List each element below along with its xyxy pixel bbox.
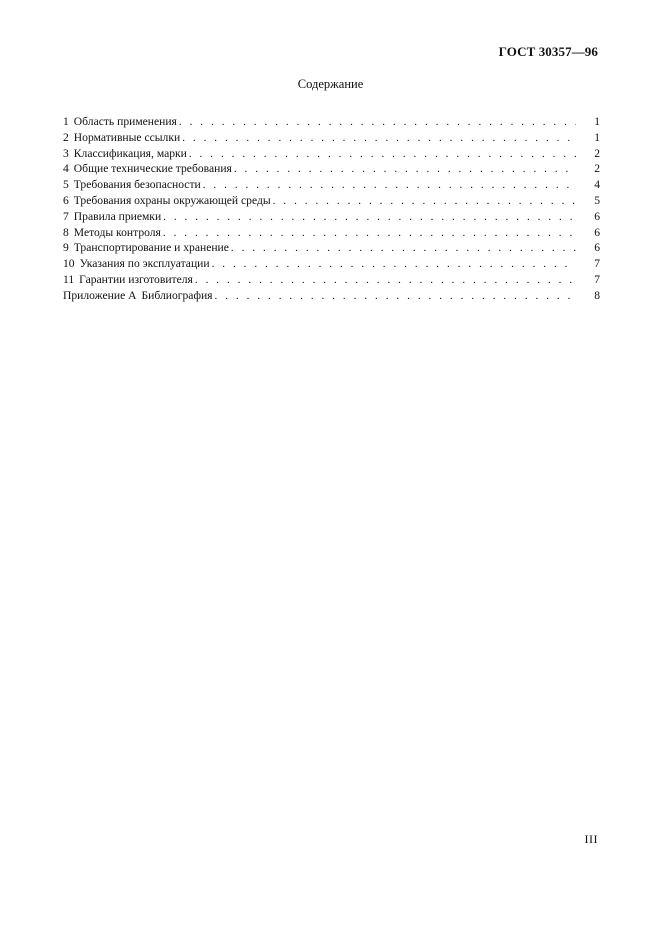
toc-entry-title: Библиография bbox=[141, 288, 213, 302]
toc-entry-appendix-a[interactable] bbox=[63, 288, 600, 304]
toc-entry-title: Правила приемки bbox=[73, 209, 162, 223]
toc-dot-leader bbox=[234, 162, 576, 178]
table-of-contents bbox=[63, 114, 600, 304]
toc-entry-6[interactable] bbox=[63, 193, 600, 209]
toc-entry-number: 10 bbox=[63, 257, 75, 271]
toc-entry-number: Приложение А bbox=[63, 288, 137, 302]
toc-entry-number: 3 bbox=[63, 146, 69, 160]
toc-entry-title: Нормативные ссылки bbox=[73, 130, 181, 144]
toc-entry-page: 5 bbox=[594, 193, 600, 207]
toc-entry-page: 2 bbox=[594, 146, 600, 160]
toc-entry-9[interactable] bbox=[63, 240, 600, 256]
toc-entry-title: Гарантии изготовителя bbox=[79, 272, 193, 286]
toc-entry-number: 11 bbox=[63, 272, 75, 286]
toc-dot-leader bbox=[182, 131, 576, 147]
toc-entry-10[interactable] bbox=[63, 256, 600, 272]
toc-entry-page: 7 bbox=[594, 272, 600, 286]
toc-dot-leader bbox=[163, 226, 576, 242]
toc-entry-title: Требования безопасности bbox=[73, 178, 201, 192]
toc-entry-1[interactable] bbox=[63, 114, 600, 130]
toc-dot-leader bbox=[231, 241, 576, 257]
document-code: ГОСТ 30357—96 bbox=[498, 44, 598, 59]
toc-entry-page: 8 bbox=[594, 288, 600, 302]
toc-dot-leader bbox=[195, 273, 576, 289]
toc-dot-leader bbox=[203, 178, 576, 194]
toc-dot-leader bbox=[179, 115, 576, 131]
toc-entry-11[interactable] bbox=[63, 272, 600, 288]
toc-entry-number: 8 bbox=[63, 225, 69, 239]
toc-entry-7[interactable] bbox=[63, 209, 600, 225]
page-number: III bbox=[584, 832, 598, 846]
toc-dot-leader bbox=[273, 194, 576, 210]
toc-entry-number: 2 bbox=[63, 130, 69, 144]
toc-entry-page: 6 bbox=[594, 241, 600, 255]
toc-entry-page: 6 bbox=[594, 225, 600, 239]
toc-dot-leader bbox=[215, 289, 576, 305]
toc-entry-title: Общие технические требования bbox=[73, 162, 232, 176]
toc-entry-number: 1 bbox=[63, 115, 69, 128]
toc-heading: Содержание bbox=[297, 77, 364, 91]
toc-entry-number: 6 bbox=[63, 193, 69, 207]
toc-entry-title: Область применения bbox=[73, 115, 177, 128]
toc-entry-number: 5 bbox=[63, 178, 69, 192]
toc-dot-leader bbox=[163, 210, 576, 226]
toc-entry-5[interactable] bbox=[63, 177, 600, 193]
toc-entry-title: Классификация, марки bbox=[73, 146, 187, 160]
toc-entry-page: 2 bbox=[594, 162, 600, 176]
toc-entry-page: 1 bbox=[594, 130, 600, 144]
toc-entry-title: Указания по эксплуатации bbox=[79, 257, 210, 271]
toc-entry-page: 7 bbox=[594, 257, 600, 271]
toc-entry-8[interactable] bbox=[63, 225, 600, 241]
toc-entry-page: 1 bbox=[594, 115, 600, 128]
toc-entry-page: 4 bbox=[594, 178, 600, 192]
toc-entry-title: Транспортирование и хранение bbox=[73, 241, 229, 255]
toc-entry-number: 9 bbox=[63, 241, 69, 255]
toc-entry-number: 4 bbox=[63, 162, 69, 176]
toc-entry-page: 6 bbox=[594, 209, 600, 223]
toc-entry-3[interactable] bbox=[63, 146, 600, 162]
toc-entry-title: Требования охраны окружающей среды bbox=[73, 193, 271, 207]
toc-entry-2[interactable] bbox=[63, 130, 600, 146]
toc-entry-4[interactable] bbox=[63, 161, 600, 177]
toc-entry-title: Методы контроля bbox=[73, 225, 161, 239]
toc-dot-leader bbox=[212, 257, 576, 273]
toc-dot-leader bbox=[189, 147, 576, 163]
toc-entry-number: 7 bbox=[63, 209, 69, 223]
